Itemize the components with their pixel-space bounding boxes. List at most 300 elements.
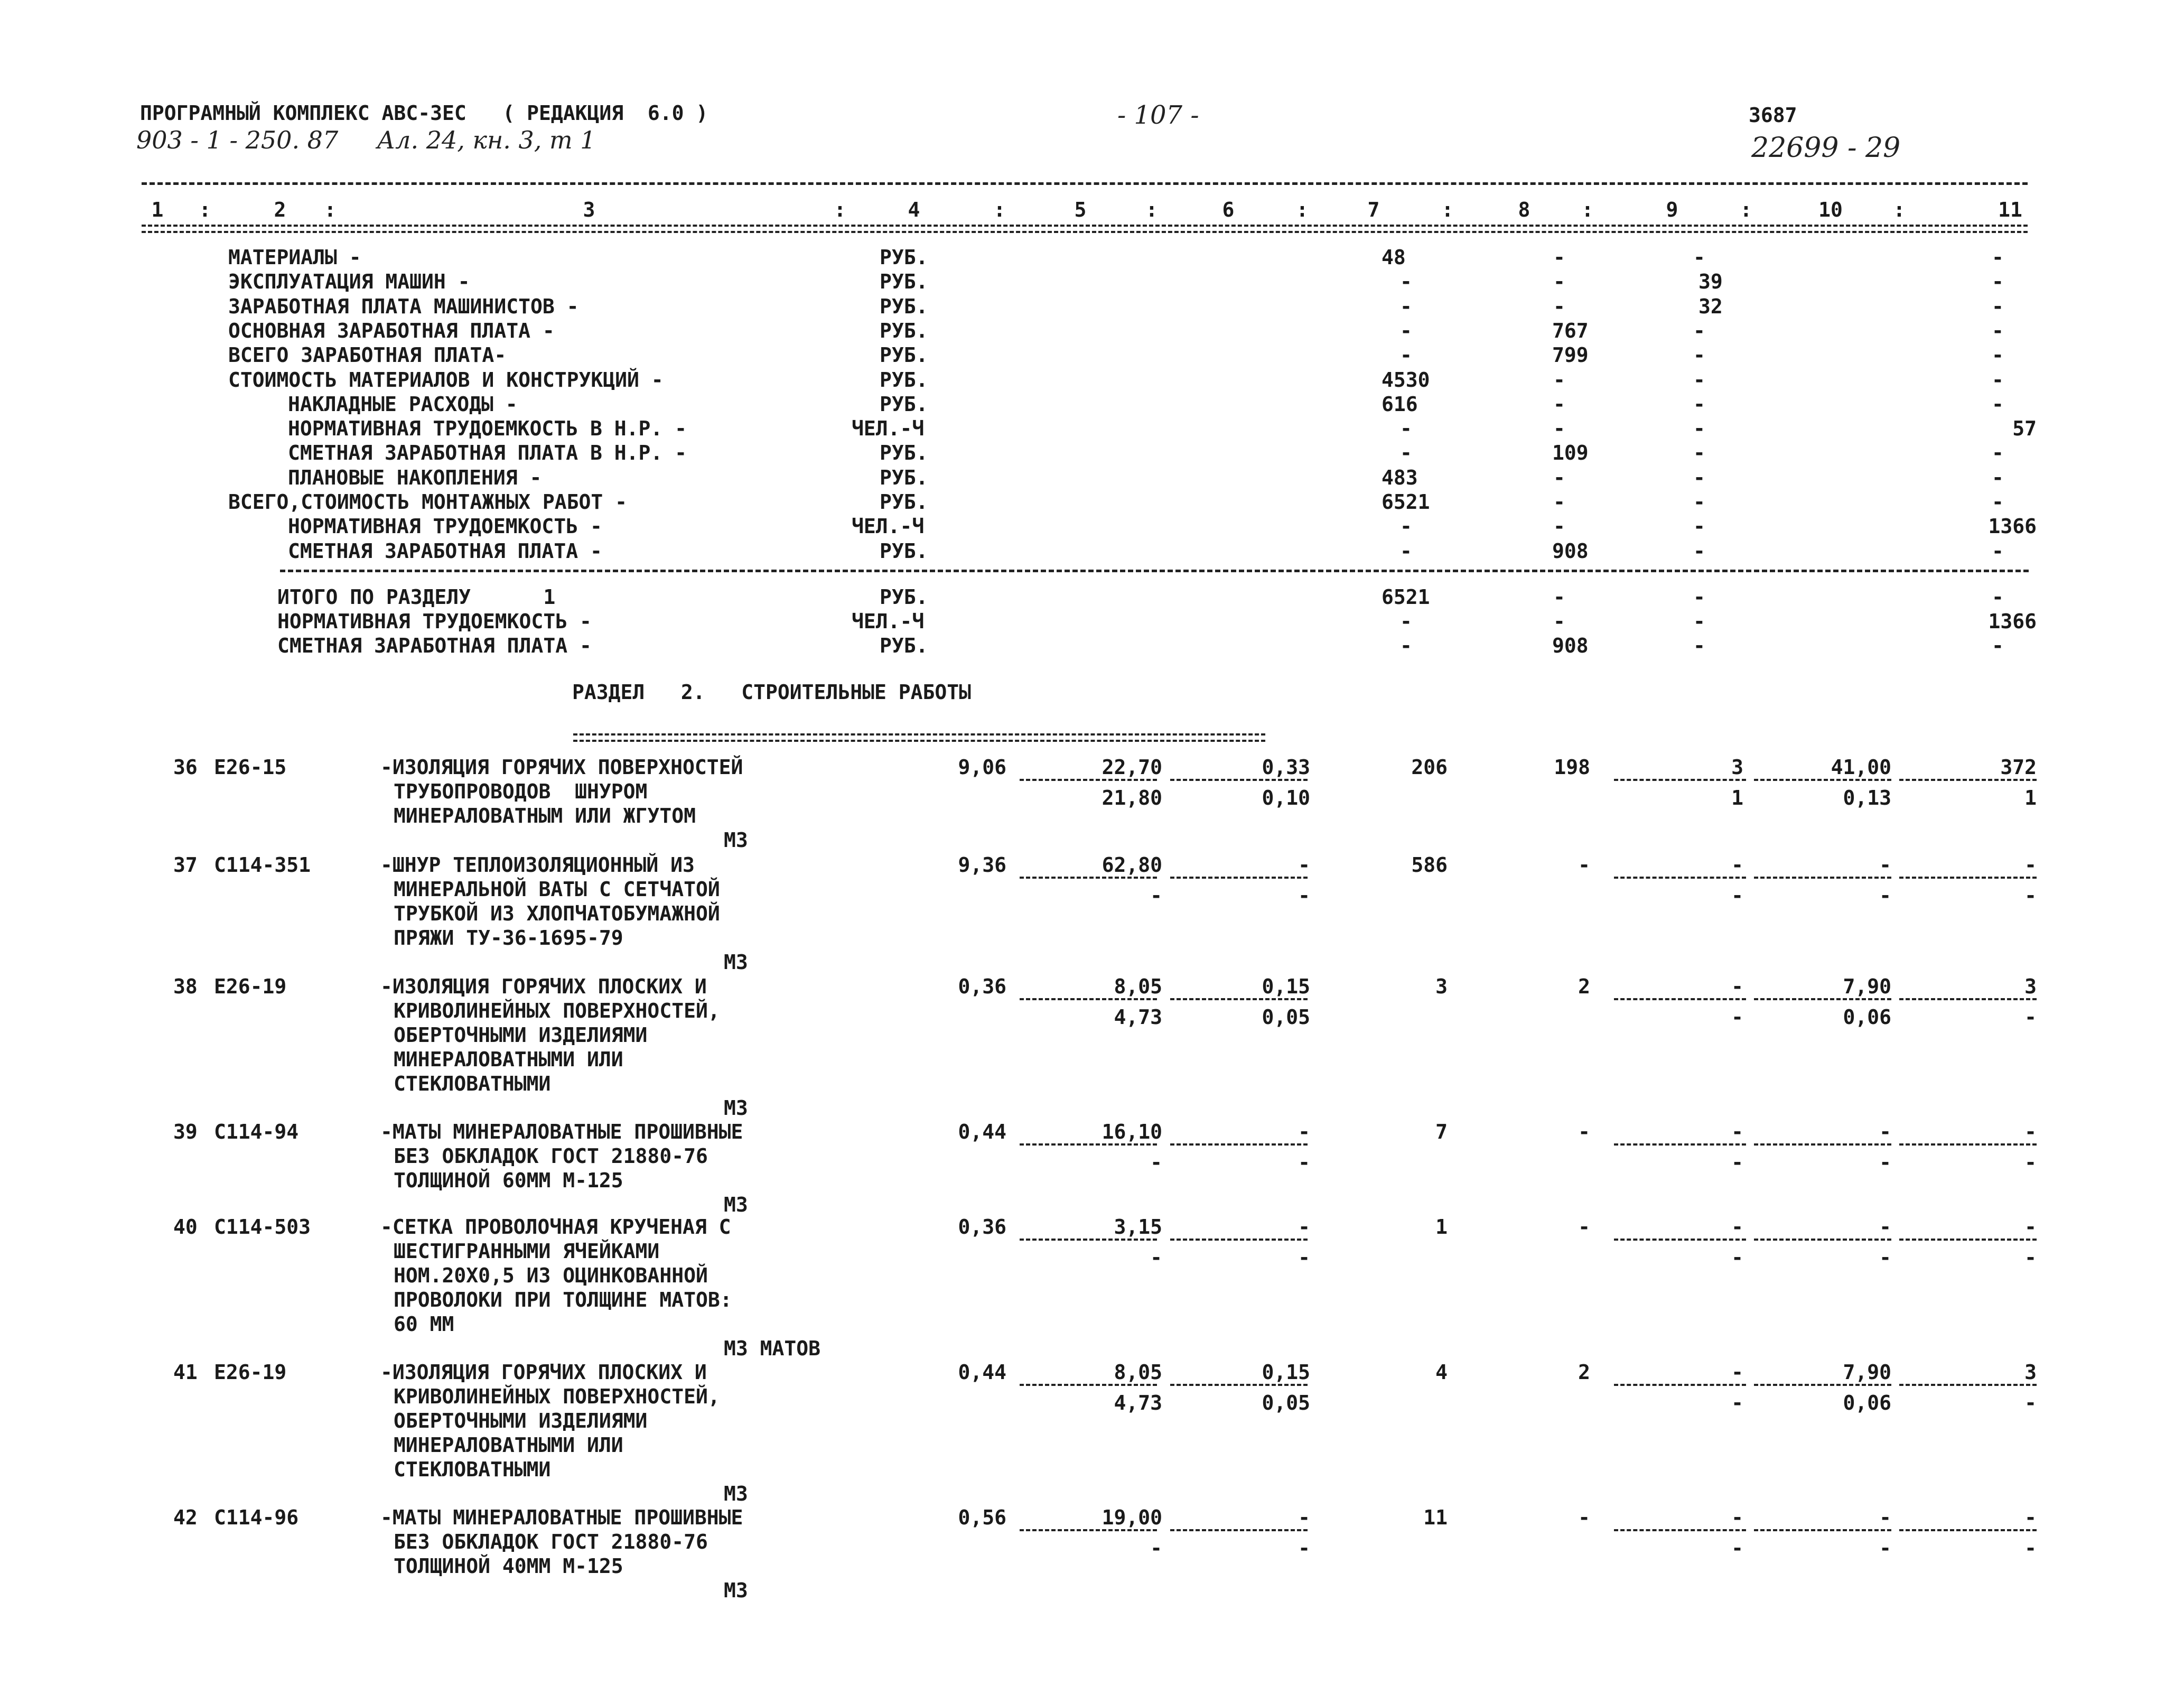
summary-value: 1366 bbox=[1988, 515, 2037, 538]
item-code: Е26-19 bbox=[214, 975, 287, 998]
item-cost-wages: - bbox=[1578, 1506, 1590, 1529]
summary-value: 767 bbox=[1552, 319, 1589, 342]
summary-value: 6521 bbox=[1382, 490, 1430, 514]
price-separator bbox=[1170, 1143, 1308, 1146]
summary-value: - bbox=[1553, 490, 1565, 514]
column-header-cell: 4 bbox=[908, 198, 920, 221]
item-quantity: 9,36 bbox=[958, 853, 1006, 877]
column-header-cell: : bbox=[1893, 198, 1906, 221]
column-header-cell: : bbox=[324, 198, 337, 221]
item-quantity: 0,56 bbox=[958, 1506, 1006, 1529]
item-description-line: НОМ.20Х0,5 ИЗ ОЦИНКОВАННОЙ bbox=[394, 1264, 708, 1287]
cost-separator bbox=[1614, 779, 1746, 781]
column-header-cell: : bbox=[993, 198, 1006, 221]
summary-value: - bbox=[1693, 515, 1705, 538]
column-header-cell: : bbox=[1740, 198, 1752, 221]
item-quantity: 0,44 bbox=[958, 1120, 1006, 1143]
summary-value: - bbox=[1693, 368, 1705, 392]
item-machinist-labor-total: - bbox=[2024, 1246, 2037, 1269]
item-description-line: ПРОВОЛОКИ ПРИ ТОЛЩИНЕ МАТОВ: bbox=[394, 1288, 732, 1311]
total-value: 1366 bbox=[1988, 610, 2037, 633]
header-rule-bottom bbox=[142, 225, 2028, 233]
item-unit: М3 bbox=[724, 1193, 748, 1216]
summary-label: СТОИМОСТЬ МАТЕРИАЛОВ И КОНСТРУКЦИЙ - bbox=[228, 368, 664, 392]
item-machinist-labor-total: - bbox=[2024, 1537, 2037, 1560]
item-price-machines: 0,15 bbox=[1262, 1361, 1310, 1384]
item-price-wages: 4,73 bbox=[1114, 1006, 1162, 1029]
item-price-total: 8,05 bbox=[1114, 1361, 1162, 1384]
item-labor-total: - bbox=[2024, 1215, 2037, 1239]
item-cost-machines: - bbox=[1731, 1120, 1743, 1143]
item-price-total: 22,70 bbox=[1102, 756, 1162, 779]
total-rule bbox=[280, 570, 2029, 572]
cost-separator bbox=[1614, 1384, 1746, 1386]
item-labor-unit: 7,90 bbox=[1843, 1361, 1891, 1384]
item-number: 42 bbox=[173, 1506, 198, 1529]
item-quantity: 0,44 bbox=[958, 1361, 1006, 1384]
item-machinist-labor-total: - bbox=[2024, 884, 2037, 907]
cost-separator bbox=[1754, 1529, 1891, 1531]
item-cost-total: 1 bbox=[1435, 1215, 1448, 1239]
item-number: 39 bbox=[173, 1120, 198, 1143]
handwritten-reference: 903 - 1 - 250. 87 Ал. 24, кн. 3, т 1 bbox=[136, 126, 596, 154]
summary-unit: РУБ. bbox=[880, 392, 928, 416]
item-cost-machines: - bbox=[1731, 1361, 1743, 1384]
summary-value: - bbox=[1992, 392, 2004, 416]
item-price-machines: - bbox=[1298, 1506, 1310, 1529]
total-value: - bbox=[1553, 610, 1565, 633]
item-description-line: -МАТЫ МИНЕРАЛОВАТНЫЕ ПРОШИВНЫЕ bbox=[380, 1120, 743, 1143]
total-value: - bbox=[1992, 585, 2004, 609]
item-price-total: 19,00 bbox=[1102, 1506, 1162, 1529]
item-cost-machines: - bbox=[1731, 1215, 1743, 1239]
item-machinist-labor-unit: 0,06 bbox=[1843, 1391, 1891, 1414]
item-price-total: 62,80 bbox=[1102, 853, 1162, 877]
summary-value: - bbox=[1992, 294, 2004, 318]
summary-unit: РУБ. bbox=[880, 270, 928, 294]
summary-value: - bbox=[1992, 368, 2004, 392]
summary-label: ОСНОВНАЯ ЗАРАБОТНАЯ ПЛАТА - bbox=[228, 319, 555, 342]
item-cost-total: 4 bbox=[1435, 1361, 1448, 1384]
item-price-machines: - bbox=[1298, 1215, 1310, 1239]
item-price-machines: - bbox=[1298, 853, 1310, 877]
item-quantity: 9,06 bbox=[958, 756, 1006, 779]
summary-value: - bbox=[1693, 417, 1705, 441]
item-cost-machines: - bbox=[1731, 1506, 1743, 1529]
item-labor-total: 3 bbox=[2024, 1361, 2037, 1384]
cost-separator bbox=[1899, 877, 2037, 879]
summary-value: 908 bbox=[1552, 539, 1589, 563]
item-number: 37 bbox=[173, 853, 198, 877]
item-machinist-labor-unit: - bbox=[1879, 1246, 1891, 1269]
summary-unit: РУБ. bbox=[880, 368, 928, 392]
summary-value: - bbox=[1400, 441, 1412, 465]
item-description-line: БЕЗ ОБКЛАДОК ГОСТ 21880-76 bbox=[394, 1530, 708, 1553]
summary-value: - bbox=[1553, 368, 1565, 392]
total-value: - bbox=[1400, 610, 1412, 633]
item-labor-unit: - bbox=[1879, 853, 1891, 877]
item-price-machinist-wages: - bbox=[1298, 1537, 1310, 1560]
section-rule bbox=[573, 733, 1265, 742]
price-separator bbox=[1020, 779, 1157, 781]
summary-label: ВСЕГО,СТОИМОСТЬ МОНТАЖНЫХ РАБОТ - bbox=[228, 490, 627, 514]
item-price-total: 8,05 bbox=[1114, 975, 1162, 998]
item-cost-machines: - bbox=[1731, 853, 1743, 877]
total-value: - bbox=[1693, 610, 1705, 633]
total-value: - bbox=[1553, 585, 1565, 609]
item-unit: М3 bbox=[724, 1579, 748, 1602]
item-code: Е26-15 bbox=[214, 756, 287, 779]
summary-value: - bbox=[1400, 319, 1412, 342]
item-code: С114-351 bbox=[214, 853, 311, 877]
item-cost-wages: - bbox=[1578, 1120, 1590, 1143]
item-cost-wages: 2 bbox=[1578, 975, 1590, 998]
header-rule-top bbox=[142, 182, 2028, 185]
item-description-line: ТРУБОПРОВОДОВ ШНУРОМ bbox=[394, 780, 648, 803]
item-number: 41 bbox=[173, 1361, 198, 1384]
column-header-cell: : bbox=[1145, 198, 1158, 221]
item-description-line: 60 ММ bbox=[394, 1312, 454, 1336]
item-price-wages: - bbox=[1150, 1537, 1162, 1560]
item-description-line: -СЕТКА ПРОВОЛОЧНАЯ КРУЧЕНАЯ С bbox=[380, 1215, 731, 1239]
column-header-cell: 10 bbox=[1818, 198, 1843, 221]
item-cost-machinist-wages: - bbox=[1731, 1151, 1743, 1174]
price-separator bbox=[1170, 1529, 1308, 1531]
item-cost-total: 3 bbox=[1435, 975, 1448, 998]
item-description-line: ТОЛЩИНОЙ 40ММ М-125 bbox=[394, 1554, 623, 1578]
item-cost-total: 11 bbox=[1423, 1506, 1448, 1529]
item-labor-total: - bbox=[2024, 1506, 2037, 1529]
item-description-line: МИНЕРАЛОВАТНЫМ ИЛИ ЖГУТОМ bbox=[394, 804, 696, 827]
item-description-line: -ШНУР ТЕПЛОИЗОЛЯЦИОННЫЙ ИЗ bbox=[380, 853, 695, 877]
summary-label: СМЕТНАЯ ЗАРАБОТНАЯ ПЛАТА - bbox=[288, 539, 602, 563]
item-cost-machines: 3 bbox=[1731, 756, 1743, 779]
item-code: С114-503 bbox=[214, 1215, 311, 1239]
summary-label: ВСЕГО ЗАРАБОТНАЯ ПЛАТА- bbox=[228, 343, 507, 367]
item-price-machines: 0,15 bbox=[1262, 975, 1310, 998]
summary-value: 109 bbox=[1552, 441, 1589, 465]
column-header-cell: 5 bbox=[1074, 198, 1087, 221]
page-number: - 107 - bbox=[1117, 100, 1199, 130]
item-number: 36 bbox=[173, 756, 198, 779]
summary-value: - bbox=[1553, 392, 1565, 416]
summary-label: ЭКСПЛУАТАЦИЯ МАШИН - bbox=[228, 270, 470, 294]
summary-value: - bbox=[1400, 417, 1412, 441]
item-description-line: КРИВОЛИНЕЙНЫХ ПОВЕРХНОСТЕЙ, bbox=[394, 999, 720, 1022]
item-labor-total: 372 bbox=[2000, 756, 2037, 779]
summary-unit: РУБ. bbox=[880, 539, 928, 563]
summary-unit: ЧЕЛ.-Ч bbox=[852, 417, 925, 441]
item-price-machinist-wages: - bbox=[1298, 884, 1310, 907]
item-cost-wages: 2 bbox=[1578, 1361, 1590, 1384]
cost-separator bbox=[1754, 1239, 1891, 1241]
item-price-machines: 0,33 bbox=[1262, 756, 1310, 779]
item-labor-unit: 7,90 bbox=[1843, 975, 1891, 998]
cost-separator bbox=[1754, 877, 1891, 879]
column-header-cell: : bbox=[1441, 198, 1454, 221]
summary-value: 483 bbox=[1382, 466, 1418, 489]
item-price-machinist-wages: - bbox=[1298, 1151, 1310, 1174]
summary-value: - bbox=[1553, 294, 1565, 318]
price-separator bbox=[1020, 998, 1157, 1000]
total-value: - bbox=[1693, 634, 1705, 657]
summary-value: - bbox=[1553, 417, 1565, 441]
item-description-line: КРИВОЛИНЕЙНЫХ ПОВЕРХНОСТЕЙ, bbox=[394, 1385, 720, 1408]
item-description-line: ТОЛЩИНОЙ 60ММ М-125 bbox=[394, 1169, 623, 1192]
item-price-wages: - bbox=[1150, 1246, 1162, 1269]
summary-value: - bbox=[1992, 466, 2004, 489]
item-description-line: БЕЗ ОБКЛАДОК ГОСТ 21880-76 bbox=[394, 1144, 708, 1168]
summary-value: - bbox=[1693, 343, 1705, 367]
column-header-cell: : bbox=[1296, 198, 1309, 221]
column-header-cell: : bbox=[1581, 198, 1594, 221]
item-cost-machinist-wages: 1 bbox=[1731, 786, 1743, 809]
summary-label: МАТЕРИАЛЫ - bbox=[228, 246, 361, 269]
item-machinist-labor-total: 1 bbox=[2024, 786, 2037, 809]
column-header-cell: 3 bbox=[583, 198, 595, 221]
cost-separator bbox=[1614, 1239, 1746, 1241]
summary-value: 799 bbox=[1552, 343, 1589, 367]
summary-label: НОРМАТИВНАЯ ТРУДОЕМКОСТЬ В Н.Р. - bbox=[288, 417, 687, 441]
summary-unit: РУБ. bbox=[880, 343, 928, 367]
cost-separator bbox=[1754, 779, 1891, 781]
program-header: ПРОГРАМНЫЙ КОМПЛЕКС АВС-ЗЕС ( РЕДАКЦИЯ 6.0 ) bbox=[140, 101, 708, 125]
item-cost-machinist-wages: - bbox=[1731, 884, 1743, 907]
item-labor-unit: - bbox=[1879, 1120, 1891, 1143]
column-header-cell: : bbox=[834, 198, 846, 221]
item-cost-machinist-wages: - bbox=[1731, 1537, 1743, 1560]
summary-value: - bbox=[1693, 441, 1705, 465]
price-separator bbox=[1020, 1143, 1157, 1146]
item-description-line: СТЕКЛОВАТНЫМИ bbox=[394, 1072, 551, 1095]
column-header-cell: 8 bbox=[1518, 198, 1530, 221]
column-header-cell: 7 bbox=[1367, 198, 1380, 221]
summary-value: - bbox=[1992, 490, 2004, 514]
item-unit: М3 bbox=[724, 828, 748, 852]
item-code: Е26-19 bbox=[214, 1361, 287, 1384]
item-unit: М3 bbox=[724, 1096, 748, 1120]
cost-separator bbox=[1754, 1143, 1891, 1146]
handwritten-code: 22699 - 29 bbox=[1751, 132, 1901, 164]
price-separator bbox=[1170, 1239, 1308, 1241]
summary-label: ПЛАНОВЫЕ НАКОПЛЕНИЯ - bbox=[288, 466, 542, 489]
item-price-total: 16,10 bbox=[1102, 1120, 1162, 1143]
item-price-machines: - bbox=[1298, 1120, 1310, 1143]
price-separator bbox=[1170, 877, 1308, 879]
item-quantity: 0,36 bbox=[958, 1215, 1006, 1239]
summary-value: - bbox=[1693, 392, 1705, 416]
column-header-cell: 11 bbox=[1998, 198, 2022, 221]
price-separator bbox=[1020, 1239, 1157, 1241]
item-description-line: ОБЕРТОЧНЫМИ ИЗДЕЛИЯМИ bbox=[394, 1023, 648, 1047]
cost-separator bbox=[1899, 1239, 2037, 1241]
item-cost-machines: - bbox=[1731, 975, 1743, 998]
total-value: 6521 bbox=[1382, 585, 1430, 609]
column-header-cell: 6 bbox=[1222, 198, 1235, 221]
item-description-line: -ИЗОЛЯЦИЯ ГОРЯЧИХ ПОВЕРХНОСТЕЙ bbox=[380, 756, 743, 779]
item-labor-unit: 41,00 bbox=[1831, 756, 1891, 779]
item-labor-total: - bbox=[2024, 853, 2037, 877]
cost-separator bbox=[1614, 1143, 1746, 1146]
cost-separator bbox=[1614, 1529, 1746, 1531]
item-description-line: ШЕСТИГРАННЫМИ ЯЧЕЙКАМИ bbox=[394, 1240, 660, 1263]
summary-unit: РУБ. bbox=[880, 490, 928, 514]
summary-value: - bbox=[1400, 515, 1412, 538]
total-label: СМЕТНАЯ ЗАРАБОТНАЯ ПЛАТА - bbox=[277, 634, 592, 657]
summary-label: НОРМАТИВНАЯ ТРУДОЕМКОСТЬ - bbox=[288, 515, 602, 538]
item-price-wages: - bbox=[1150, 1151, 1162, 1174]
item-description-line: МИНЕРАЛЬНОЙ ВАТЫ С СЕТЧАТОЙ bbox=[394, 878, 720, 901]
summary-value: - bbox=[1992, 441, 2004, 465]
item-unit: М3 МАТОВ bbox=[724, 1337, 821, 1360]
item-cost-machinist-wages: - bbox=[1731, 1006, 1743, 1029]
summary-unit: РУБ. bbox=[880, 466, 928, 489]
item-description-line: СТЕКЛОВАТНЫМИ bbox=[394, 1458, 551, 1481]
item-description-line: -ИЗОЛЯЦИЯ ГОРЯЧИХ ПЛОСКИХ И bbox=[380, 1361, 707, 1384]
item-machinist-labor-unit: 0,06 bbox=[1843, 1006, 1891, 1029]
item-quantity: 0,36 bbox=[958, 975, 1006, 998]
item-cost-total: 206 bbox=[1411, 756, 1448, 779]
summary-value: - bbox=[1553, 515, 1565, 538]
item-machinist-labor-unit: - bbox=[1879, 884, 1891, 907]
cost-separator bbox=[1899, 1384, 2037, 1386]
total-value: - bbox=[1693, 585, 1705, 609]
item-labor-total: 3 bbox=[2024, 975, 2037, 998]
cost-separator bbox=[1899, 1529, 2037, 1531]
price-separator bbox=[1170, 1384, 1308, 1386]
summary-value: 48 bbox=[1382, 246, 1406, 269]
item-price-wages: 4,73 bbox=[1114, 1391, 1162, 1414]
item-labor-unit: - bbox=[1879, 1506, 1891, 1529]
item-description-line: МИНЕРАЛОВАТНЫМИ ИЛИ bbox=[394, 1048, 623, 1071]
total-unit: РУБ. bbox=[880, 634, 928, 657]
item-unit: М3 bbox=[724, 1482, 748, 1505]
summary-value: - bbox=[1992, 319, 2004, 342]
total-value: 908 bbox=[1552, 634, 1589, 657]
item-machinist-labor-total: - bbox=[2024, 1151, 2037, 1174]
price-separator bbox=[1020, 877, 1157, 879]
total-value: - bbox=[1992, 634, 2004, 657]
total-label: НОРМАТИВНАЯ ТРУДОЕМКОСТЬ - bbox=[277, 610, 592, 633]
summary-value: 39 bbox=[1698, 270, 1723, 294]
summary-value: 616 bbox=[1382, 392, 1418, 416]
item-labor-total: - bbox=[2024, 1120, 2037, 1143]
summary-value: - bbox=[1693, 319, 1705, 342]
item-cost-total: 7 bbox=[1435, 1120, 1448, 1143]
summary-unit: РУБ. bbox=[880, 246, 928, 269]
summary-value: - bbox=[1400, 270, 1412, 294]
item-description-line: МИНЕРАЛОВАТНЫМИ ИЛИ bbox=[394, 1433, 623, 1457]
item-description-line: -МАТЫ МИНЕРАЛОВАТНЫЕ ПРОШИВНЫЕ bbox=[380, 1506, 743, 1529]
price-separator bbox=[1170, 998, 1308, 1000]
item-cost-machinist-wages: - bbox=[1731, 1391, 1743, 1414]
cost-separator bbox=[1614, 877, 1746, 879]
summary-label: НАКЛАДНЫЕ РАСХОДЫ - bbox=[288, 392, 518, 416]
item-price-machinist-wages: 0,05 bbox=[1262, 1391, 1310, 1414]
summary-value: - bbox=[1553, 270, 1565, 294]
summary-value: 32 bbox=[1698, 294, 1723, 318]
summary-value: - bbox=[1553, 466, 1565, 489]
summary-value: - bbox=[1992, 270, 2004, 294]
section-title: РАЗДЕЛ 2. СТРОИТЕЛЬНЫЕ РАБОТЫ bbox=[572, 681, 971, 704]
summary-value: - bbox=[1992, 539, 2004, 563]
cost-separator bbox=[1754, 998, 1891, 1000]
item-description-line: -ИЗОЛЯЦИЯ ГОРЯЧИХ ПЛОСКИХ И bbox=[380, 975, 707, 998]
summary-value: - bbox=[1400, 294, 1412, 318]
item-cost-wages: - bbox=[1578, 1215, 1590, 1239]
summary-unit: ЧЕЛ.-Ч bbox=[852, 515, 925, 538]
item-cost-wages: 198 bbox=[1554, 756, 1590, 779]
price-separator bbox=[1020, 1384, 1157, 1386]
cost-separator bbox=[1899, 998, 2037, 1000]
total-unit: РУБ. bbox=[880, 585, 928, 609]
summary-value: 4530 bbox=[1382, 368, 1430, 392]
item-description-line: ОБЕРТОЧНЫМИ ИЗДЕЛИЯМИ bbox=[394, 1409, 648, 1432]
summary-value: - bbox=[1992, 343, 2004, 367]
summary-value: - bbox=[1400, 343, 1412, 367]
price-separator bbox=[1020, 1529, 1157, 1531]
column-header-cell: 9 bbox=[1666, 198, 1678, 221]
summary-label: ЗАРАБОТНАЯ ПЛАТА МАШИНИСТОВ - bbox=[228, 294, 579, 318]
summary-unit: РУБ. bbox=[880, 441, 928, 465]
column-header-cell: : bbox=[199, 198, 211, 221]
cost-separator bbox=[1899, 1143, 2037, 1146]
item-labor-unit: - bbox=[1879, 1215, 1891, 1239]
price-separator bbox=[1170, 779, 1308, 781]
item-code: С114-94 bbox=[214, 1120, 299, 1143]
total-unit: ЧЕЛ.-Ч bbox=[852, 610, 925, 633]
item-unit: М3 bbox=[724, 951, 748, 974]
total-value: - bbox=[1400, 634, 1412, 657]
item-machinist-labor-unit: 0,13 bbox=[1843, 786, 1891, 809]
item-price-wages: 21,80 bbox=[1102, 786, 1162, 809]
item-price-machinist-wages: 0,05 bbox=[1262, 1006, 1310, 1029]
item-machinist-labor-unit: - bbox=[1879, 1151, 1891, 1174]
item-machinist-labor-total: - bbox=[2024, 1391, 2037, 1414]
item-description-line: ТРУБКОЙ ИЗ ХЛОПЧАТОБУМАЖНОЙ bbox=[394, 902, 720, 925]
column-header-cell: 1 bbox=[151, 198, 164, 221]
item-machinist-labor-unit: - bbox=[1879, 1537, 1891, 1560]
item-cost-machinist-wages: - bbox=[1731, 1246, 1743, 1269]
summary-value: - bbox=[1693, 466, 1705, 489]
summary-value: 57 bbox=[2012, 417, 2037, 441]
item-price-wages: - bbox=[1150, 884, 1162, 907]
summary-value: - bbox=[1693, 539, 1705, 563]
item-description-line: ПРЯЖИ ТУ-36-1695-79 bbox=[394, 926, 623, 949]
cost-separator bbox=[1754, 1384, 1891, 1386]
summary-unit: РУБ. bbox=[880, 319, 928, 342]
item-price-total: 3,15 bbox=[1114, 1215, 1162, 1239]
summary-value: - bbox=[1693, 490, 1705, 514]
item-code: С114-96 bbox=[214, 1506, 299, 1529]
item-cost-wages: - bbox=[1578, 853, 1590, 877]
item-machinist-labor-total: - bbox=[2024, 1006, 2037, 1029]
item-price-machinist-wages: - bbox=[1298, 1246, 1310, 1269]
summary-value: - bbox=[1693, 246, 1705, 269]
cost-separator bbox=[1614, 998, 1746, 1000]
summary-value: - bbox=[1400, 539, 1412, 563]
summary-value: - bbox=[1992, 246, 2004, 269]
summary-label: СМЕТНАЯ ЗАРАБОТНАЯ ПЛАТА В Н.Р. - bbox=[288, 441, 687, 465]
summary-value: - bbox=[1553, 246, 1565, 269]
item-price-machinist-wages: 0,10 bbox=[1262, 786, 1310, 809]
cost-separator bbox=[1899, 779, 2037, 781]
item-number: 40 bbox=[173, 1215, 198, 1239]
document-code: 3687 bbox=[1749, 104, 1797, 127]
total-label: ИТОГО ПО РАЗДЕЛУ 1 bbox=[277, 585, 556, 609]
summary-unit: РУБ. bbox=[880, 294, 928, 318]
column-header-cell: 2 bbox=[274, 198, 286, 221]
